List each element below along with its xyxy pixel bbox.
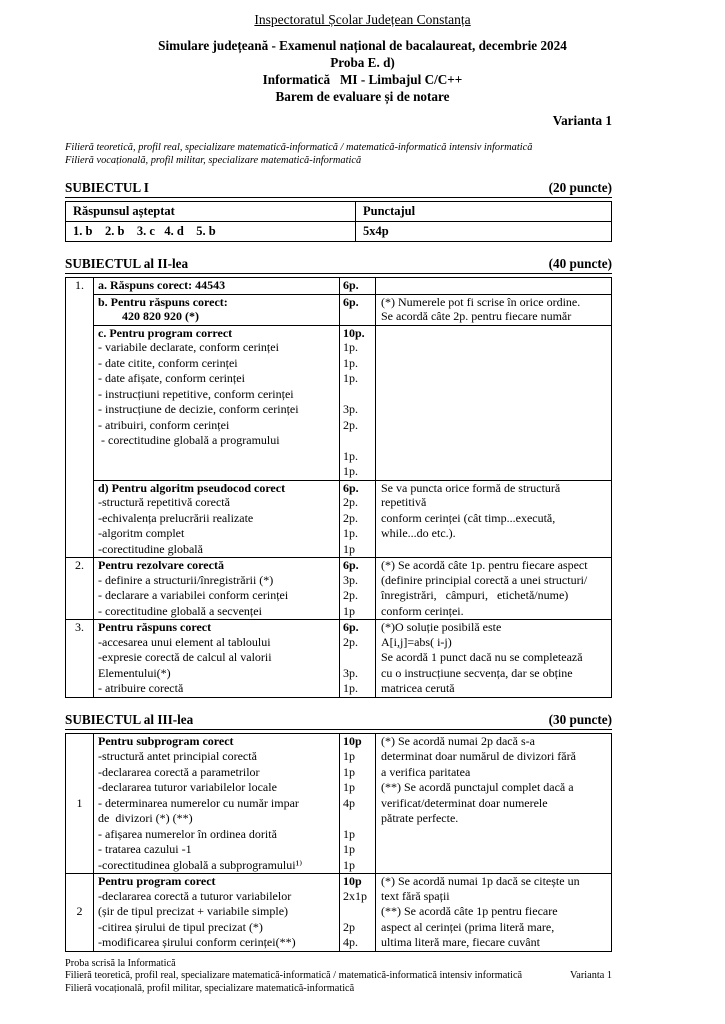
row-number: 1. (66, 278, 94, 294)
row-observation: (*) Se acordă numai 1p dacă se citește un (376, 873, 611, 889)
subject1-table (65, 201, 612, 242)
row-points (340, 309, 376, 325)
row-description: - instrucțiuni repetitive, conform cerinței (94, 387, 340, 403)
row-observation: Se va puncta orice formă de structură (376, 480, 611, 496)
row-points: 1p (340, 765, 376, 781)
row-number (66, 433, 94, 449)
row-observation: ultima literă mare, fiecare cuvânt (381, 935, 540, 949)
row-description (94, 464, 340, 480)
row-points (340, 650, 376, 666)
expected-answers: 1. b 2. b 3. c 4. d 5. b (66, 222, 356, 241)
row-observation: aspect al cerinței (prima literă mare, (381, 919, 555, 934)
row-description: -corectitudine globală (94, 542, 340, 558)
row-description: 420 820 920 (*) (94, 309, 340, 325)
row-number: 2 (66, 904, 94, 920)
row-observation: A[i,j]=abs( i-j) (381, 634, 452, 649)
row-description: b. Pentru răspuns corect: (94, 294, 340, 310)
row-points (340, 433, 376, 449)
row-points: 1p (340, 827, 376, 843)
row-points: 2p. (340, 495, 376, 511)
subject2-title: SUBIECTUL al II-lea (65, 256, 189, 271)
row-description: d) Pentru algoritm pseudocod corect (94, 480, 340, 496)
row-description: - corectitudine globală a secvenței (94, 604, 340, 620)
institution-header: Inspectoratul Școlar Județean Constanța (254, 12, 471, 27)
row-observation (376, 449, 611, 465)
subject1-points: (20 puncte) (548, 180, 612, 195)
row-description: -accesarea unui element al tabloului (94, 635, 340, 651)
row-description: -structură antet principial corectă (94, 749, 340, 765)
row-number (66, 542, 94, 558)
filiera-vocational: Filieră vocațională, profil militar, specializare matematică-informatică (65, 155, 362, 166)
row-number (66, 920, 94, 936)
row-points: 2p. (340, 418, 376, 434)
row-observation: text fără spații (381, 888, 450, 903)
row-description: - atribuire corectă (94, 681, 340, 697)
row-points: 3p. (340, 666, 376, 682)
row-description: c. Pentru program correct (94, 325, 340, 341)
row-observation: înregistrări, câmpuri, etichetă/nume) (381, 588, 569, 602)
row-observation: pătrate perfecte. (381, 811, 459, 825)
row-description: -declararea corectă a tuturor variabilelor (94, 889, 340, 905)
row-description: - declarare a variabilei conform cerinței (94, 588, 340, 604)
row-points: 1p (340, 604, 376, 620)
subject1-heading (65, 180, 612, 198)
row-observation (376, 402, 611, 418)
answer-column-header: Răspunsul așteptat (66, 202, 356, 222)
row-number (66, 325, 94, 341)
row-observation (376, 827, 611, 843)
row-number (66, 889, 94, 905)
row-points: 10p. (340, 325, 376, 341)
row-points: 4p (340, 796, 376, 812)
row-observation: conform cerinței (cât timp...execută, (381, 510, 556, 525)
footer-line-1: Proba scrisă la Informatică (65, 957, 176, 969)
row-number (66, 402, 94, 418)
row-observation (376, 387, 611, 403)
row-observation (376, 464, 611, 480)
row-points: 6p. (340, 619, 376, 635)
row-observation: (*) Se acordă numai 2p dacă s-a (381, 733, 535, 748)
row-points: 4p. (340, 935, 376, 951)
footer-filiera-theoretical: Filieră teoretică, profil real, specializare matematică-informatică / matematică-informatică intensiv informatică (65, 970, 523, 982)
row-description: - corectitudine globală a programului (94, 433, 340, 449)
score-column-header: Punctajul (356, 202, 611, 222)
row-number (66, 511, 94, 527)
doc-title-line-1: Simulare județeană - Examenul național de bacalaureat, decembrie 2024 (158, 38, 567, 53)
row-number (66, 827, 94, 843)
row-number (66, 650, 94, 666)
row-observation: verificat/determinat doar numerele (381, 795, 548, 810)
row-observation: (**) Se acordă câte 1p pentru fiecare (381, 904, 558, 918)
row-description: - variabile declarate, conform cerinței (94, 340, 340, 356)
row-number (66, 480, 94, 496)
row-observation (376, 371, 611, 387)
row-points: 1p. (340, 356, 376, 372)
doc-title-line-3: Informatică MI - Limbajul C/C++ (262, 72, 463, 87)
variant-label: Varianta 1 (552, 113, 612, 128)
row-number (66, 356, 94, 372)
row-points: 1p. (340, 371, 376, 387)
subject3-points: (30 puncte) (548, 711, 612, 727)
row-number (66, 842, 94, 858)
row-number (66, 734, 94, 750)
row-description: -expresie corectă de calcul al valorii (94, 650, 340, 666)
row-points: 1p. (340, 681, 376, 697)
row-description (94, 449, 340, 465)
row-points: 1p (340, 780, 376, 796)
row-number (66, 340, 94, 356)
row-points: 10p (340, 734, 376, 750)
row-points: 3p. (340, 402, 376, 418)
row-points: 6p. (340, 294, 376, 310)
row-observation (376, 418, 611, 434)
doc-title-line-2: Proba E. d) (330, 55, 395, 70)
row-observation: (*) Numerele pot fi scrise în orice ordine. (376, 294, 611, 310)
row-points: 1p. (340, 526, 376, 542)
row-points: 1p (340, 842, 376, 858)
row-description: -citirea șirului de tipul precizat (*) (94, 920, 340, 936)
row-observation (376, 340, 611, 356)
row-description: - afișarea numerelor în ordinea dorită (94, 827, 340, 843)
row-points: 6p. (340, 557, 376, 573)
subject3-table (65, 733, 612, 952)
row-observation: (*)O soluție posibilă este (376, 619, 611, 635)
subject3-title: SUBIECTUL al III-lea (65, 711, 194, 727)
subject3-heading (65, 712, 612, 730)
document-title-block (0, 37, 725, 105)
row-description: Pentru răspuns corect (94, 619, 340, 635)
row-number (66, 588, 94, 604)
row-description: -echivalența prelucrării realizate (94, 511, 340, 527)
subject1-title: SUBIECTUL I (65, 180, 149, 195)
row-number (66, 935, 94, 951)
row-points: 3p. (340, 573, 376, 589)
row-description: - determinarea numerelor cu număr impar (94, 796, 340, 812)
row-number (66, 873, 94, 889)
row-points: 1p. (340, 340, 376, 356)
row-points (340, 811, 376, 827)
row-points (340, 904, 376, 920)
row-number (66, 387, 94, 403)
footer-line-3: Filieră vocațională, profil militar, specializare matematică-informatică (65, 983, 355, 995)
row-points: 2x1p (340, 889, 376, 905)
row-description: - instrucțiune de decizie, conform cerinței (94, 402, 340, 418)
row-description: -declararea tuturor variabilelor locale (94, 780, 340, 796)
row-number (66, 294, 94, 310)
row-number (66, 573, 94, 589)
row-points: 1p (340, 749, 376, 765)
row-description: - tratarea cazului -1 (94, 842, 340, 858)
row-points: 10p (340, 873, 376, 889)
score-value: 5x4p (363, 224, 389, 238)
row-observation (376, 325, 611, 341)
row-points: 6p. (340, 278, 376, 294)
row-points: 1p (340, 858, 376, 874)
row-observation (376, 858, 611, 874)
row-number (66, 681, 94, 697)
row-observation (376, 842, 611, 858)
row-observation: repetitivă (381, 495, 427, 509)
row-number (66, 780, 94, 796)
row-description: -declararea corectă a parametrilor (94, 765, 340, 781)
row-description: Pentru subprogram corect (94, 734, 340, 750)
row-number (66, 858, 94, 874)
row-description: -structură repetitivă corectă (94, 495, 340, 511)
row-description: a. Răspuns corect: 44543 (94, 278, 340, 294)
row-description: - date afișate, conform cerinței (94, 371, 340, 387)
row-description: - atribuiri, conform cerinței (94, 418, 340, 434)
row-points: 1p. (340, 449, 376, 465)
row-description: - definire a structurii/înregistrării (*) (94, 573, 340, 589)
row-points: 1p (340, 542, 376, 558)
row-number (66, 449, 94, 465)
row-description: Pentru rezolvare corectă (94, 557, 340, 573)
row-observation: while...do etc.). (381, 526, 456, 540)
filiera-theoretical: Filieră teoretică, profil real, specializare matematică-informatică / matematică-informatică intensiv informatică (65, 142, 533, 153)
row-number (66, 309, 94, 325)
row-number (66, 371, 94, 387)
row-observation (376, 356, 611, 372)
row-observation: matricea cerută (381, 681, 455, 695)
row-number (66, 635, 94, 651)
row-observation: (definire principial corectă a unei structuri/ (381, 572, 588, 587)
row-number (66, 495, 94, 511)
row-points: 2p (340, 920, 376, 936)
row-observation: cu o instrucțiune secvența, dar se obține (381, 665, 573, 680)
row-observation: (**) Se acordă punctajul complet dacă a (381, 780, 574, 794)
row-number: 1 (66, 796, 94, 812)
row-observation (376, 278, 611, 294)
row-number: 3. (66, 619, 94, 635)
subject2-points: (40 puncte) (548, 256, 612, 271)
row-description: -corectitudinea globală a subprogramului¹⁾ (94, 858, 340, 874)
row-points: 2p. (340, 588, 376, 604)
row-description: (șir de tipul precizat + variabile simple) (94, 904, 340, 920)
row-observation (376, 433, 611, 449)
row-observation: a verifica paritatea (381, 764, 471, 779)
footer-line-2 (65, 970, 612, 983)
row-points: 2p. (340, 635, 376, 651)
row-observation: conform cerinței. (381, 603, 464, 618)
page-footer (65, 958, 612, 997)
row-observation: (*) Se acordă câte 1p. pentru fiecare aspect (376, 557, 611, 573)
row-observation (376, 542, 611, 558)
row-number (66, 604, 94, 620)
row-number (66, 749, 94, 765)
row-description: Pentru program corect (94, 873, 340, 889)
row-number (66, 464, 94, 480)
row-description: -algoritm complet (94, 526, 340, 542)
row-observation: Se acordă câte 2p. pentru fiecare număr (381, 309, 572, 323)
row-points: 2p. (340, 511, 376, 527)
row-description: - date citite, conform cerinței (94, 356, 340, 372)
row-observation: Se acordă 1 punct dacă nu se completează (381, 650, 583, 664)
row-description: Elementului(*) (94, 666, 340, 682)
row-description: -modificarea șirului conform cerinței(**) (94, 935, 340, 951)
row-number: 2. (66, 557, 94, 573)
doc-title-line-4: Barem de evaluare și de notare (275, 89, 450, 104)
row-points: 1p. (340, 464, 376, 480)
filiera-block (65, 141, 612, 167)
subject2-table (65, 277, 612, 698)
subject2-heading (65, 256, 612, 274)
row-number (66, 418, 94, 434)
page-content (65, 113, 612, 952)
row-points: 6p. (340, 480, 376, 496)
row-number (66, 811, 94, 827)
row-observation: determinat doar numărul de divizori fără (381, 749, 576, 763)
row-number (66, 526, 94, 542)
row-number (66, 765, 94, 781)
row-number (66, 666, 94, 682)
row-description: de divizori (*) (**) (94, 811, 340, 827)
row-points (340, 387, 376, 403)
footer-variant-label: Varianta 1 (569, 970, 612, 982)
